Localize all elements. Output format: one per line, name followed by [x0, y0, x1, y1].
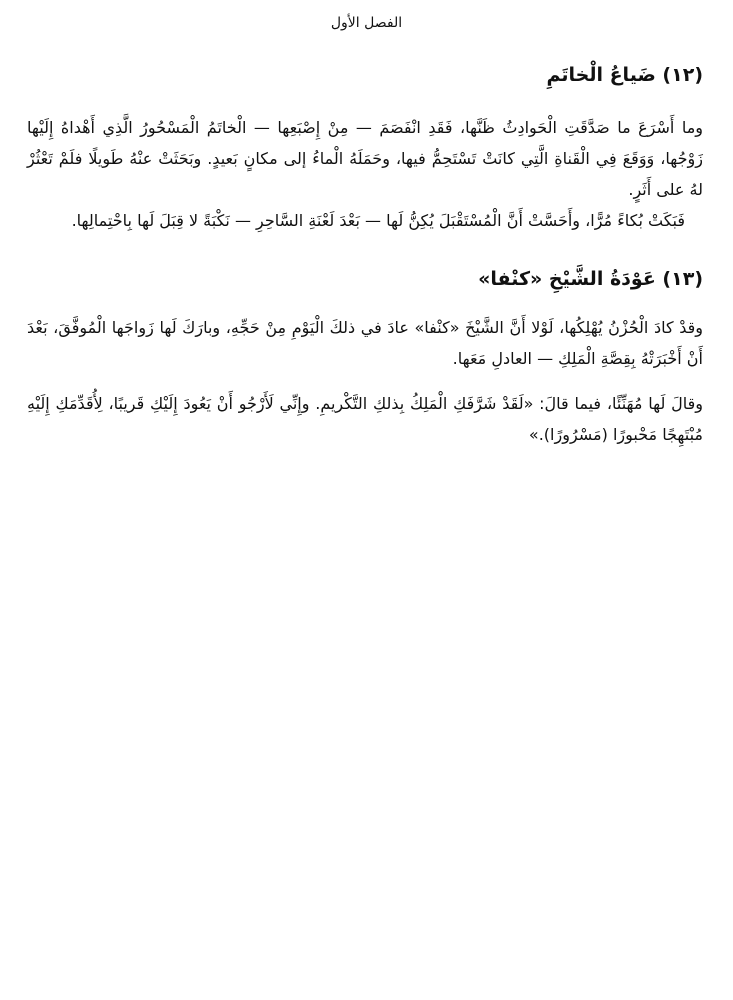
running-header: الفصل الأول	[330, 15, 403, 31]
section-heading: (١٣) عَوْدَةُ الشَّيْخِ «كنْفا»	[478, 268, 703, 290]
paragraph: وما أَسْرَعَ ما صَدَّقَتِ الْحَوادِثُ ظَنَّها، فَقَدِ انْفَصَمَ — مِنْ إِصْبَعِها — الْخاتَمُ الْمَسْحُورُ الَّذِي أَهْداهُ إِلَيْها زَوْجُها، وَوَقَعَ فِي الْقَناةِ الَّتِي كانَتْ تَسْتَحِمُّ فيها، وحَمَلَهُ الْماءُ إلى مكانٍ بَعيدٍ. وبَحَثَتْ عنْهُ طَويلًا فلَمْ تَعْثُرْ لهُ على أَثَرٍ.	[27, 118, 703, 199]
page-content	[27, 58, 703, 450]
section-sheikh-return	[27, 262, 703, 450]
paragraph: وقالَ لَها مُهَنِّئًا، فيما قالَ: «لَقَدْ شَرَّفَكِ الْمَلِكُ بِذلكِ التَّكْريمِ. وإِنِّي لَأَرْجُو أَنْ يَعُودَ إِلَيْكِ قَريبًا، لِأُقَدِّمَكِ إِلَيْهِ مُبْتَهِجًا مَحْبورًا (مَسْرُورًا).»	[27, 394, 703, 444]
section-heading: (١٢) ضَياعُ الْخاتَمِ	[546, 64, 703, 86]
paragraph: فَبَكَتْ بُكاءً مُرًّا، وأَحَسَّتْ أَنَّ الْمُسْتَقْبَلَ يُكِنُّ لَها — بَعْدَ لَعْنَةِ السَّاحِرِ — نَكْبَةً لا قِبَلَ لَها بِاحْتِمالِها.	[71, 211, 685, 230]
section-lost-ring	[27, 58, 703, 236]
paragraph: وقدْ كادَ الْحُزْنُ يُهْلِكُها، لَوْلا أَنَّ الشَّيْخَ «كنْفا» عادَ في ذلكَ الْيَوْمِ مِنْ حَجِّهِ، وبارَكَ لَها زَواجَها الْمُوفَّقَ، بَعْدَ أَنْ أَخْبَرَتْهُ بِقِصَّةِ الْمَلِكِ — العادلِ مَعَها.	[27, 318, 703, 368]
